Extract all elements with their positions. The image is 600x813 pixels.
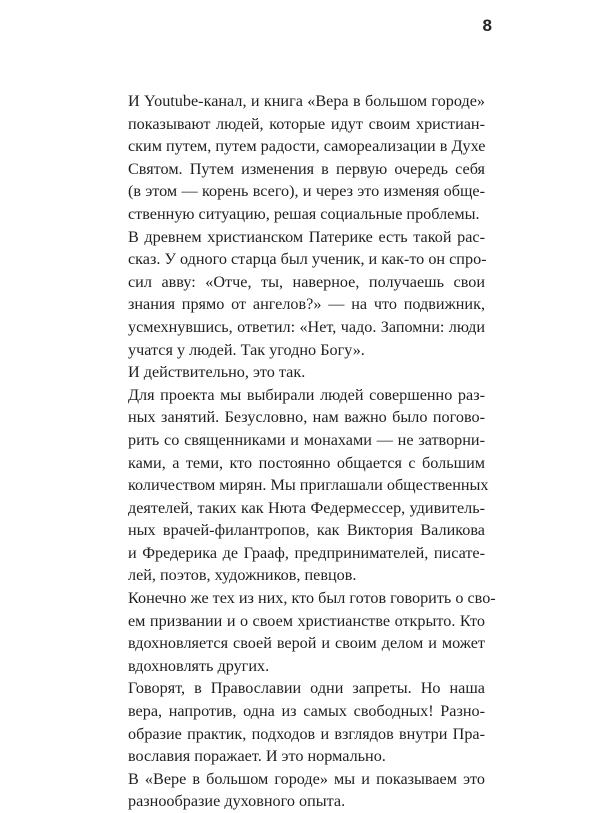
text-line: И Youtube-канал, и книга «Вера в большом городе» — [128, 92, 485, 110]
text-line: рить со священниками и монахами — не затворни- — [128, 430, 485, 449]
text-line: знания прямо от ангелов?» — на что подвижник, — [128, 295, 485, 314]
paragraph — [128, 677, 485, 767]
text-line: количеством мирян. Мы приглашали общественных — [128, 476, 489, 495]
text-line: Для проекта мы выбирали людей совершенно раз- — [128, 385, 485, 404]
text-line: В «Вере в большом городе» мы и показываем это — [128, 769, 485, 788]
text-line: ственную ситуацию, решая социальные проблемы. — [128, 204, 480, 223]
text-line: Святом. Путем изменения в первую очередь себя — [128, 159, 485, 178]
text-line: вдохновляется своей верой и своим делом и может — [128, 634, 485, 653]
text-line: ками, а теми, кто постоянно общается с большим — [128, 453, 485, 472]
paragraph — [128, 90, 485, 226]
text-line: разнообразие духовного опыта. — [128, 792, 346, 811]
text-line: сил авву: «Отче, ты, наверное, получаешь свои — [128, 272, 485, 291]
text-line: вера, напротив, одна из самых свободных! Разно- — [128, 702, 485, 721]
text-line: вдохновлять других. — [128, 656, 270, 675]
text-line: (в этом — корень всего), и через это изменяя обще- — [128, 182, 485, 201]
paragraph — [128, 226, 485, 362]
paragraph — [128, 361, 485, 384]
text-line: усмехнувшись, ответил: «Нет, чадо. Запомни: люди — [128, 317, 485, 336]
text-line: показывают людей, которые идут своим христиан- — [128, 114, 485, 133]
text-line: В древнем христианском Патерике есть такой рас- — [128, 227, 485, 246]
text-line: учатся у людей. Так угодно Богу». — [128, 340, 365, 359]
text-line: и Фредерика де Грааф, предпринимателей, писате- — [128, 543, 485, 562]
text-line: Конечно же тех из них, кто был готов говорить о сво- — [128, 589, 496, 608]
text-line: лей, поэтов, художников, певцов. — [128, 566, 357, 585]
text-line: сказ. У одного старца был ученик, и как-то он спро- — [128, 250, 487, 269]
paragraph — [128, 768, 485, 813]
page-number: 8 — [482, 16, 492, 35]
paragraph — [128, 384, 489, 587]
paragraph — [128, 587, 496, 677]
text-line: ским путем, путем радости, самореализации в Духе — [128, 137, 486, 156]
text-line: ем призвании и о своем христианстве открыто. Кто — [128, 611, 485, 630]
text-line: И действительно, это так. — [128, 363, 306, 382]
body-text — [128, 90, 496, 813]
text-line: ных занятий. Безусловно, нам важно было погово- — [128, 408, 485, 427]
text-line: ных врачей-филантропов, как Виктория Валикова — [128, 521, 485, 540]
text-line: образие практик, подходов и взглядов внутри Пра- — [128, 724, 485, 743]
text-line: деятелей, таких как Нюта Федермессер, удивитель- — [128, 498, 485, 517]
text-line: вославия поражает. И это нормально. — [128, 747, 386, 766]
text-line: Говорят, в Православии одни запреты. Но наша — [128, 679, 485, 698]
